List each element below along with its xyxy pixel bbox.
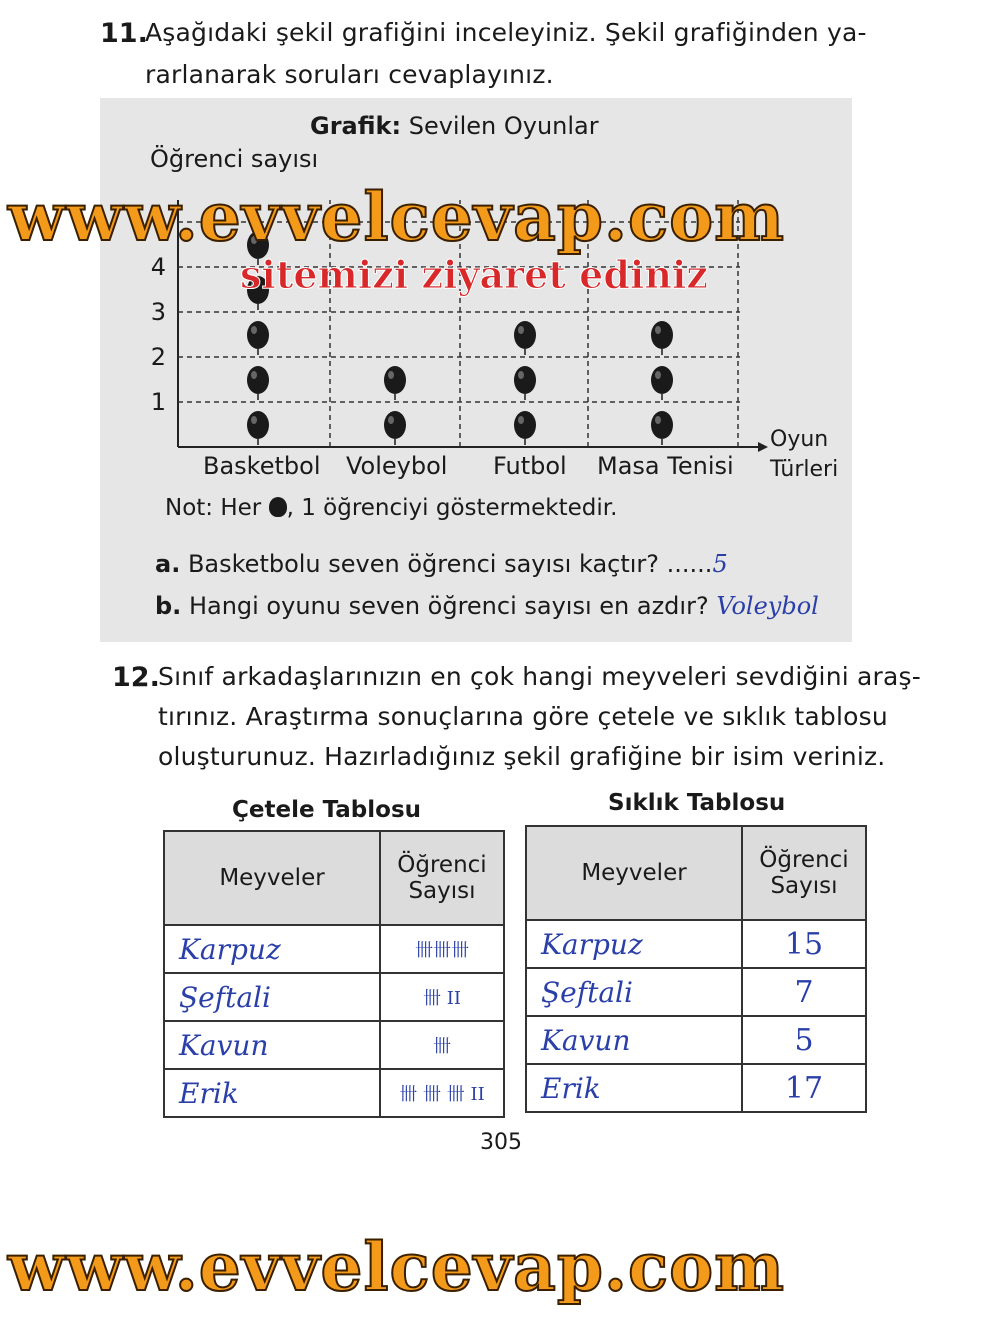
balloon-mark: [651, 411, 673, 445]
y-tick-label: 1: [150, 388, 166, 416]
watermark-top: www.evvelcevap.com: [8, 178, 785, 256]
page-number: 305: [480, 1130, 522, 1155]
balloon-mark: [384, 366, 406, 400]
table-row: Erik 卌 卌 卌 II: [164, 1069, 504, 1117]
table-row: Kavun 卌: [164, 1021, 504, 1069]
x-axis-arrow: [758, 442, 768, 452]
freq-col-fruits: Meyveler: [526, 826, 742, 920]
balloon-icon: [269, 497, 287, 517]
question-12-text-line1: Sınıf arkadaşlarınızın en çok hangi meyveleri sevdiğini araş-: [158, 662, 922, 691]
balloon-mark: [247, 366, 269, 400]
y-tick-label: 3: [150, 298, 166, 326]
balloon-mark: [514, 366, 536, 400]
chart-note: Not: Her , 1 öğrenciyi göstermektedir.: [165, 495, 618, 521]
watermark-subtitle: sitemizi ziyaret ediniz: [240, 252, 708, 297]
table-row: Şeftali 7: [526, 968, 866, 1016]
balloon-mark: [247, 321, 269, 355]
question-11-text-line2: rarlanarak soruları cevaplayınız.: [145, 60, 554, 89]
y-tick-label: 4: [150, 253, 166, 281]
question-12-text-line3: oluşturunuz. Hazırladığınız şekil grafiğine bir isim veriniz.: [158, 742, 886, 771]
category-label-basketbol: Basketbol: [203, 452, 321, 480]
chart-x-axis-label: Oyun Türleri: [770, 427, 839, 482]
balloon-mark: [651, 321, 673, 355]
answer-b: Voleybol: [716, 592, 819, 620]
category-label-masa-tenisi: Masa Tenisi: [597, 452, 734, 480]
table-row: Karpuz 卌卌卌: [164, 925, 504, 973]
question-11-number: 11.: [100, 18, 148, 49]
balloon-mark: [651, 366, 673, 400]
freq-col-count: Öğrenci Sayısı: [742, 826, 866, 920]
chart-y-axis-label: Öğrenci sayısı: [150, 145, 319, 173]
question-12-text-line2: tırınız. Araştırma sonuçlarına göre çetele ve sıklık tablosu: [158, 702, 888, 731]
tally-col-fruits: Meyveler: [164, 831, 380, 925]
balloon-mark: [247, 411, 269, 445]
question-12-number: 12.: [112, 662, 160, 693]
table-row: Karpuz 15: [526, 920, 866, 968]
balloon-mark: [514, 321, 536, 355]
tally-col-count: Öğrenci Sayısı: [380, 831, 504, 925]
question-a: a. Basketbolu seven öğrenci sayısı kaçtır? ......5: [155, 550, 728, 578]
question-b: b. Hangi oyunu seven öğrenci sayısı en azdır? Voleybol: [155, 592, 819, 620]
table-row: Şeftali 卌 II: [164, 973, 504, 1021]
balloon-mark: [384, 411, 406, 445]
tally-table: [163, 830, 505, 1118]
frequency-table-title: Sıklık Tablosu: [608, 790, 786, 816]
balloon-mark: [514, 411, 536, 445]
chart-title: Grafik: Sevilen Oyunlar: [310, 112, 599, 140]
category-label-voleybol: Voleybol: [346, 452, 448, 480]
category-label-futbol: Futbol: [493, 452, 567, 480]
answer-a: 5: [712, 550, 728, 578]
question-11-text-line1: Aşağıdaki şekil grafiğini inceleyiniz. Şekil grafiğinden ya-: [145, 18, 867, 47]
frequency-table: [525, 825, 867, 1113]
y-tick-label: 2: [150, 343, 166, 371]
table-row: Erik 17: [526, 1064, 866, 1112]
watermark-bottom: www.evvelcevap.com: [8, 1228, 785, 1306]
tally-table-title: Çetele Tablosu: [232, 797, 422, 823]
table-row: Kavun 5: [526, 1016, 866, 1064]
